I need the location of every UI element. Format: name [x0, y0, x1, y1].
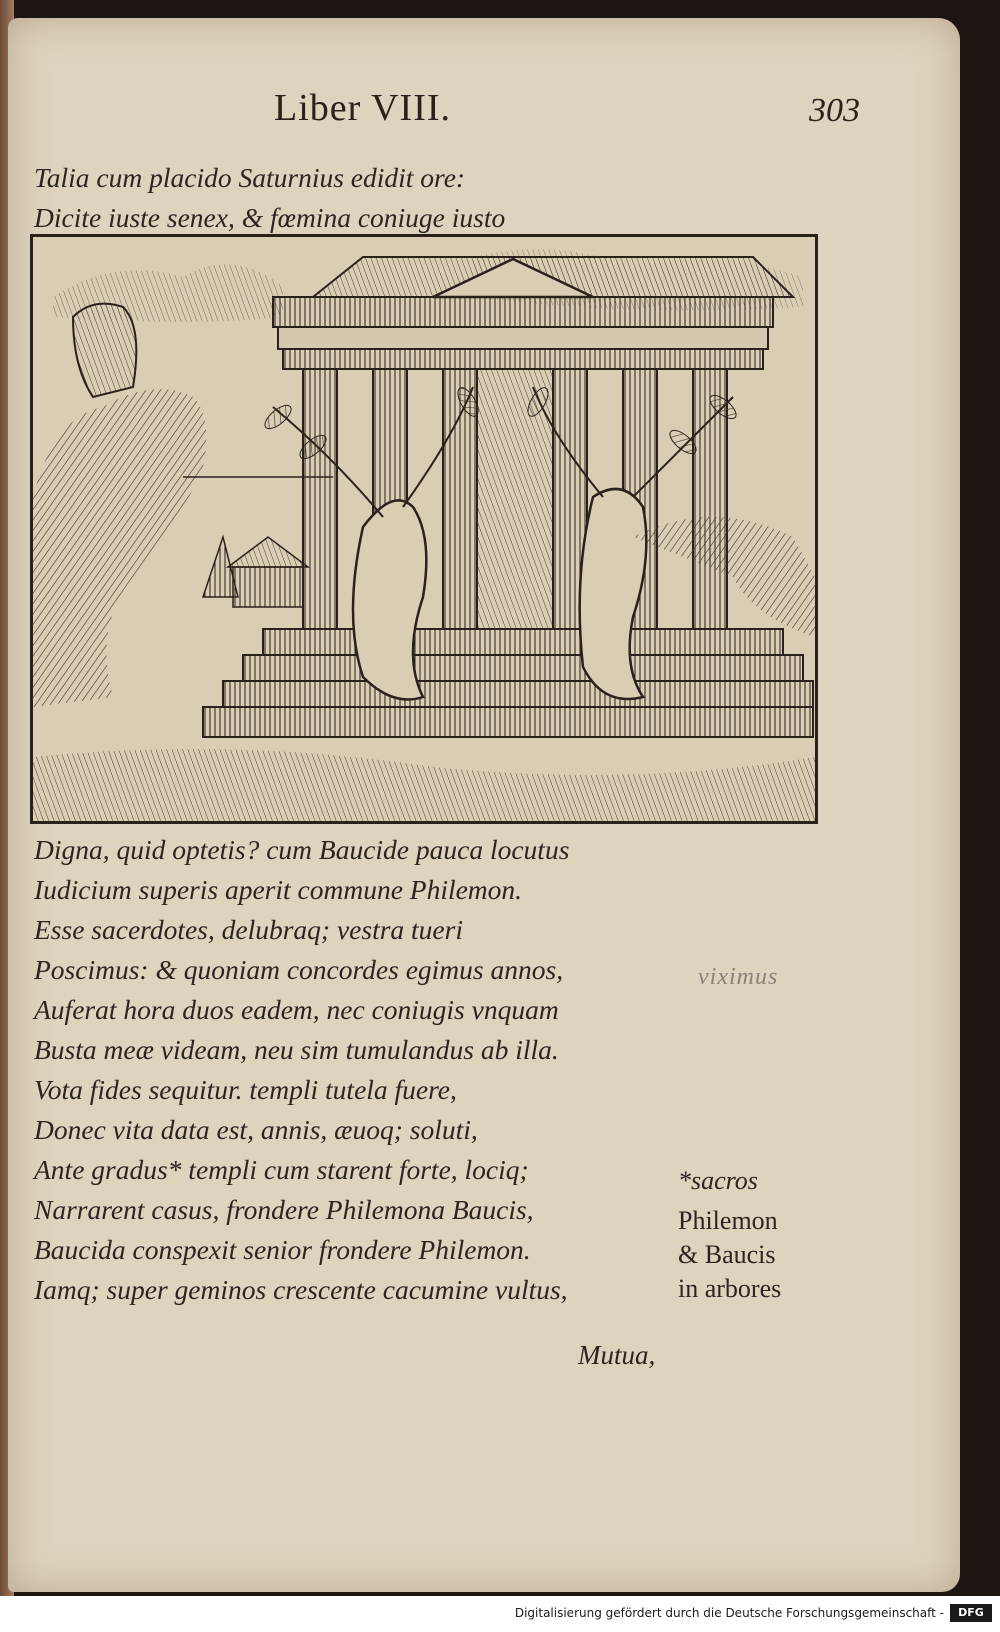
page-number: 303	[809, 92, 860, 129]
verse-line: Digna, quid optetis? cum Baucide pauca locutus	[34, 834, 570, 865]
side-note: & Baucis	[678, 1240, 776, 1269]
dfg-logo-badge: DFG	[950, 1604, 992, 1622]
verse-line: Baucida conspexit senior frondere Philemon.	[34, 1234, 531, 1265]
catchword: Mutua,	[578, 1340, 656, 1370]
digitization-footer	[0, 1596, 1000, 1632]
running-head	[8, 86, 960, 136]
verse-line: Donec vita data est, annis, æuoq; soluti,	[34, 1114, 478, 1145]
verse-line: Iudicium superis aperit commune Philemon.	[34, 874, 523, 905]
woodcut-temple-scene-icon	[33, 237, 815, 821]
woodcut-illustration	[30, 234, 818, 824]
running-head-title: Liber VIII.	[274, 87, 452, 129]
side-note: *sacros	[678, 1166, 758, 1195]
verse-line: Dicite iuste senex, & fœmina coniuge iusto	[34, 202, 506, 233]
side-note: in arbores	[678, 1274, 782, 1303]
side-note: Philemon	[678, 1206, 778, 1235]
verse-line: Talia cum placido Saturnius edidit ore:	[34, 162, 466, 193]
footer-text: Digitalisierung gefördert durch die Deutsche Forschungsgemeinschaft -	[514, 1606, 944, 1620]
verse-line: Auferat hora duos eadem, nec coniugis vnquam	[34, 994, 559, 1025]
verse-line: Busta meæ videam, neu sim tumulandus ab illa.	[34, 1034, 559, 1065]
verse-line: Ante gradus* templi cum starent forte, lociq;	[34, 1154, 529, 1185]
verse-line: Iamq; super geminos crescente cacumine vultus,	[34, 1274, 568, 1305]
book-page	[8, 18, 960, 1592]
verse-line: Esse sacerdotes, delubraq; vestra tueri	[34, 914, 463, 945]
verse-line: Vota fides sequitur. templi tutela fuere,	[34, 1074, 457, 1105]
verse-line: Poscimus: & quoniam concordes egimus annos,	[34, 954, 564, 985]
handwritten-annotation: viximus	[698, 964, 779, 990]
verse-line: Narrarent casus, frondere Philemona Baucis,	[34, 1194, 534, 1225]
